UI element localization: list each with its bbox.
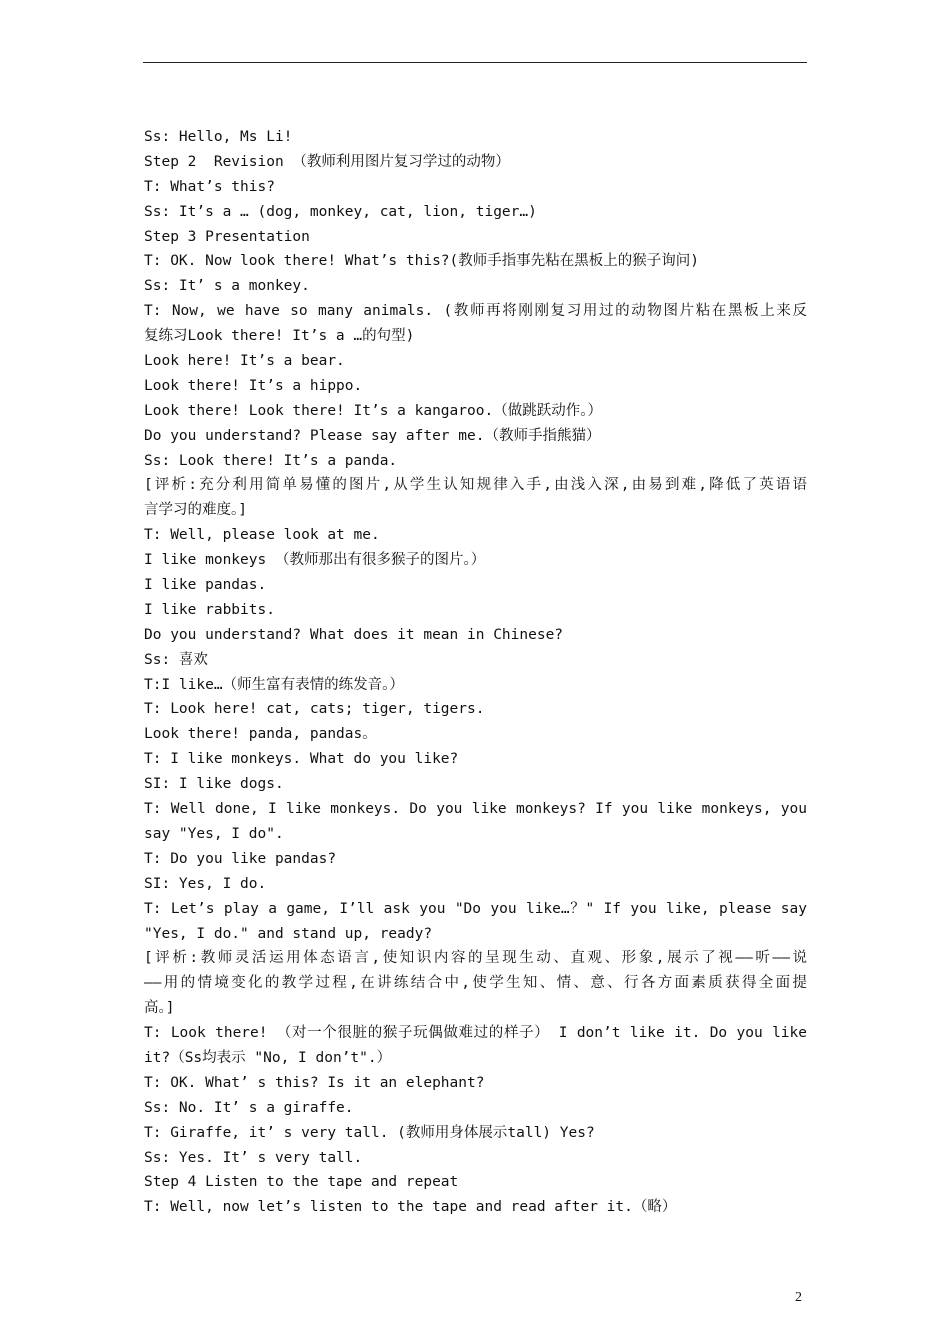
text-line: T: Let’s play a game, I’ll ask you "Do you like…？" If you like, please say bbox=[144, 900, 807, 917]
commentary-line: [评析:充分利用简单易懂的图片,从学生认知规律入手,由浅入深,由易到难,降低了英语语 bbox=[144, 477, 807, 494]
commentary-line: 言学习的难度。] bbox=[144, 502, 247, 519]
text-line: Look here! It’s a bear. bbox=[144, 353, 345, 370]
page-number: 2 bbox=[795, 1290, 802, 1305]
text-line: SI: Yes, I do. bbox=[144, 875, 267, 892]
text-line: it?（Ss均表示 "No, I don’t".） bbox=[144, 1049, 392, 1066]
text-line: "Yes, I do." and stand up, ready? bbox=[144, 925, 433, 942]
text-line: Ss: Hello, Ms Li! bbox=[144, 129, 293, 145]
text-line: I like pandas. bbox=[144, 577, 267, 594]
text-line: I like monkeys （教师那出有很多猴子的图片。） bbox=[144, 552, 486, 569]
text-line: T: What’s this? bbox=[144, 178, 275, 195]
text-line: Do you understand? Please say after me.（教师手指熊猫） bbox=[144, 427, 601, 444]
text-line: I like rabbits. bbox=[144, 601, 275, 618]
text-line: Ss: Look there! It’s a panda. bbox=[144, 452, 398, 469]
text-line: T: Do you like pandas? bbox=[144, 850, 337, 867]
text-line: Ss: 喜欢 bbox=[144, 651, 208, 668]
text-line: T: Look here! cat, cats; tiger, tigers. bbox=[144, 701, 485, 718]
text-line: Look there! panda, pandas。 bbox=[144, 726, 377, 743]
text-line: Ss: Yes. It’ s very tall. bbox=[144, 1149, 363, 1166]
text-line: Ss: It’s a … (dog, monkey, cat, lion, tiger…) bbox=[144, 203, 537, 220]
text-line: T: Look there! （对一个很脏的猴子玩偶做难过的样子） I don’t like it. Do you like bbox=[144, 1025, 807, 1042]
text-line: say "Yes, I do". bbox=[144, 825, 284, 842]
text-line: T: Now, we have so many animals. (教师再将刚刚复习用过的动物图片粘在黑板上来反 bbox=[144, 303, 807, 320]
text-line: T: OK. What’ s this? Is it an elephant? bbox=[144, 1074, 485, 1091]
text-line: T: Well, please look at me. bbox=[144, 527, 380, 544]
text-line: T: Well done, I like monkeys. Do you like monkeys? If you like monkeys, you bbox=[144, 801, 807, 818]
commentary-line: 高。] bbox=[144, 1000, 175, 1017]
text-line: T: OK. Now look there! What’s this?(教师手指事先粘在黑板上的猴子询问) bbox=[144, 253, 699, 270]
text-line: Step 2 Revision （教师利用图片复习学过的动物） bbox=[144, 153, 510, 170]
text-line: T:I like…（师生富有表情的练发音。） bbox=[144, 676, 404, 693]
text-line: T: Giraffe, it’ s very tall. (教师用身体展示tall) Yes? bbox=[144, 1124, 595, 1141]
text-line: Ss: No. It’ s a giraffe. bbox=[144, 1099, 354, 1116]
text-line: T: I like monkeys. What do you like? bbox=[144, 751, 459, 768]
text-line: Ss: It’ s a monkey. bbox=[144, 278, 310, 295]
header-rule bbox=[143, 62, 807, 63]
text-line: T: Well, now let’s listen to the tape and read after it.（略） bbox=[144, 1199, 677, 1216]
text-line: Step 4 Listen to the tape and repeat bbox=[144, 1174, 459, 1191]
text-line: Step 3 Presentation bbox=[144, 228, 310, 245]
text-line: 复练习Look there! It’s a …的句型) bbox=[144, 328, 415, 345]
commentary-line: [评析:教师灵活运用体态语言,使知识内容的呈现生动、直观、形象,展示了视——听——说 bbox=[144, 950, 807, 967]
text-line: SI: I like dogs. bbox=[144, 776, 284, 793]
commentary-line: ——用的情境变化的教学过程,在讲练结合中,使学生知、情、意、行各方面素质获得全面提 bbox=[144, 975, 807, 992]
text-line: Look there! Look there! It’s a kangaroo.（做跳跃动作。） bbox=[144, 402, 602, 419]
text-line: Look there! It’s a hippo. bbox=[144, 377, 363, 394]
text-line: Do you understand? What does it mean in Chinese? bbox=[144, 626, 564, 643]
document-body bbox=[144, 125, 807, 1220]
